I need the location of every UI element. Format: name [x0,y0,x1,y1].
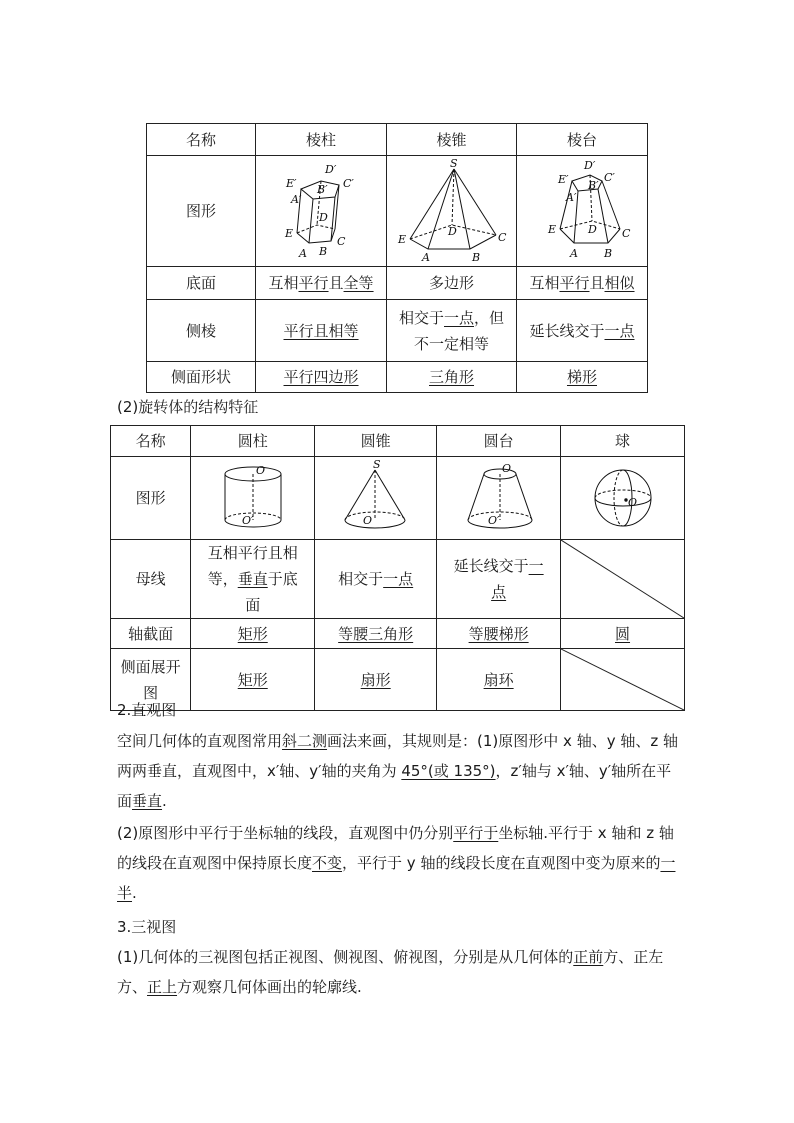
three-view-paragraph-1: (1)几何体的三视图包括正视图、侧视图、俯视图，分别是从几何体的正前方、正左方、正上方观察几何体画出的轮廓线. [117,948,664,996]
sphere-axial: 圆 [561,619,685,649]
center-label: O [362,514,372,527]
table-row [147,124,648,156]
diagonal-line [561,540,684,618]
header-sphere: 球 [561,426,685,457]
cylinder-axial: 矩形 [191,619,315,649]
table-row [147,362,648,393]
vertex-label: B [471,251,480,263]
polyhedron-table [146,123,648,393]
cone-figure-cell [315,457,437,540]
frustum-cone-figure-cell [437,457,561,540]
vertex-label: C′ [604,171,615,184]
center-label: O′ [487,514,500,527]
vertex-label: D [319,211,328,224]
pyramid-figure-cell [387,156,517,267]
header-cylinder: 圆柱 [191,426,315,457]
frustum-face: 梯形 [517,362,648,393]
cone-lateral: 扇形 [315,649,437,711]
vertex-label: S [449,159,458,170]
intuitive-paragraph-2: (2)原图形中平行于坐标轴的线段，直观图中仍分别平行于坐标轴.平行于 x 轴和 z 轴的线段在直观图中保持原长度不变，平行于 y 轴的线段长度在直观图中变为原来的一半. [117,824,676,902]
row-label-face: 侧面形状 [147,362,256,393]
row-label-base: 底面 [147,267,256,300]
prism-figure-cell [256,156,387,267]
vertex-label: B′ [588,179,599,192]
cone-axial: 等腰三角形 [315,619,437,649]
frustum-cone-axial: 等腰梯形 [437,619,561,649]
table-row [147,156,648,267]
cone-figure [321,460,431,536]
vertex-label: C [337,235,346,248]
frustum-cone-lateral: 扇环 [437,649,561,711]
table-row [111,619,685,649]
pyramid-face: 三角形 [387,362,517,393]
prism-base: 互相平行且全等 [256,267,387,300]
section-title-intuitive: 2.直观图 [117,701,177,719]
vertex-label: A [421,251,430,263]
empty-cell [561,540,685,619]
vertex-label: E [548,223,557,236]
vertex-label: D [447,225,457,238]
center-label: O′ [241,514,254,527]
vertex-label: E′ [286,177,297,190]
vertex-label: B′ [317,183,328,196]
solid-of-revolution-table [110,425,685,711]
header-name: 名称 [147,124,256,156]
prism-figure [261,159,381,263]
pyramid-edge: 相交于一点，但不一定相等 [387,300,517,362]
header-cone: 圆锥 [315,426,437,457]
table-row [111,457,685,540]
apex-label: S [372,460,381,471]
prism-edge: 平行且相等 [256,300,387,362]
cylinder-figure-cell [191,457,315,540]
sphere-figure-cell [561,457,685,540]
vertex-label: B [604,247,613,260]
cylinder-figure [198,460,308,536]
header-prism: 棱柱 [256,124,387,156]
center-label: O [627,496,637,509]
vertex-label: D [588,223,597,236]
sphere-figure [568,460,678,536]
prism-face: 平行四边形 [256,362,387,393]
row-label-generatrix: 母线 [111,540,191,619]
header-pyramid: 棱锥 [387,124,517,156]
row-label-figure: 图形 [111,457,191,540]
center-label: O [501,462,511,475]
cone-generatrix: 相交于一点 [315,540,437,619]
section-title-three-view: 3.三视图 [117,918,177,936]
vertex-label: E′ [558,173,569,186]
vertex-label: A′ [291,193,302,206]
vertex-label: D′ [584,159,596,172]
vertex-label: A [570,247,578,260]
table-row [111,426,685,457]
vertex-label: C [497,231,506,244]
table-row [147,267,648,300]
frustum-figure [522,159,642,263]
row-label-lateral: 侧面展开图 [111,649,191,711]
vertex-label: E [397,233,406,246]
header-name: 名称 [111,426,191,457]
header-frustum: 棱台 [517,124,648,156]
header-frustum-cone: 圆台 [437,426,561,457]
center-label: O [255,464,265,477]
frustum-base: 互相平行且相似 [517,267,648,300]
vertex-label: E [285,227,294,240]
pyramid-base: 多边形 [387,267,517,300]
row-label-figure: 图形 [147,156,256,267]
vertex-label: A′ [566,191,577,204]
frustum-figure-cell [517,156,648,267]
vertex-label: C [622,227,631,240]
table-row [147,300,648,362]
table-row [111,540,685,619]
vertex-label: C′ [343,177,354,190]
row-label-edge: 侧棱 [147,300,256,362]
pyramid-figure [392,159,512,263]
row-label-axial-section: 轴截面 [111,619,191,649]
vertex-label: A [299,247,307,260]
section-title-rotational: (2)旋转体的结构特征 [117,398,259,416]
frustum-cone-generatrix: 延长线交于一点 [437,540,561,619]
intuitive-paragraph-1: 空间几何体的直观图常用斜二测画法来画，其规则是：(1)原图形中 x 轴、y 轴、z 轴两两垂直，直观图中，x′轴、y′轴的夹角为 45°(或 135°)，z′轴与 x′轴、y′轴所在平面垂直. [117,732,678,810]
cylinder-lateral: 矩形 [191,649,315,711]
frustum-edge: 延长线交于一点 [517,300,648,362]
vertex-label: B [319,245,328,258]
cylinder-generatrix: 互相平行且相等，垂直于底面 [191,540,315,619]
vertex-label: D′ [325,163,337,176]
frustum-cone-figure [444,460,554,536]
